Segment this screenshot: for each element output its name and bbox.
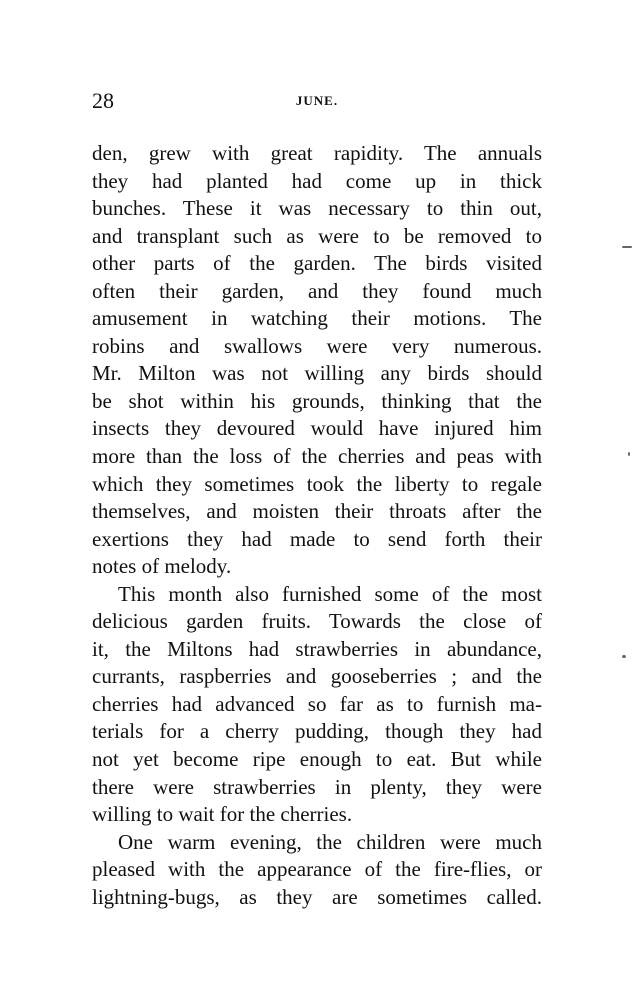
text-line: bunches. These it was necessary to thin out, — [92, 196, 542, 221]
text-line: more than the loss of the cherries and peas with — [92, 444, 542, 469]
text-line: often their garden, and they found much — [92, 278, 542, 303]
text-line: not yet become ripe enough to eat. But while — [92, 747, 542, 772]
text-line: be shot within his grounds, thinking that the — [92, 388, 542, 413]
text-line: One warm evening, the children were much — [118, 829, 542, 854]
text-line: currants, raspberries and gooseberries ; and the — [92, 664, 542, 689]
text-line: willing to wait for the cherries. — [92, 802, 353, 827]
scan-speck — [622, 655, 626, 658]
text-line: This month also furnished some of the most — [118, 581, 542, 606]
text-line: exertions they had made to send forth their — [92, 526, 542, 551]
text-line: cherries had advanced so far as to furnish ma- — [92, 691, 542, 716]
body-text — [92, 140, 542, 911]
text-line: pleased with the appearance of the fire-flies, or — [92, 857, 542, 882]
text-line: and transplant such as were to be removed to — [92, 223, 542, 248]
text-line: Mr. Milton was not willing any birds should — [92, 361, 542, 386]
text-line: robins and swallows were very numerous. — [92, 333, 542, 358]
text-line: there were strawberries in plenty, they were — [92, 774, 542, 799]
running-head: JUNE. — [295, 93, 339, 108]
paragraph — [92, 581, 542, 829]
scan-speck — [628, 452, 630, 456]
text-line: it, the Miltons had strawberries in abundance, — [92, 636, 542, 661]
text-line: themselves, and moisten their throats after the — [92, 499, 542, 524]
text-line: amusement in watching their motions. The — [92, 306, 542, 331]
paragraph — [92, 829, 542, 912]
text-line: they had planted had come up in thick — [92, 168, 542, 193]
page-header — [92, 88, 542, 114]
text-line: other parts of the garden. The birds visited — [92, 251, 542, 276]
text-line: insects they devoured would have injured him — [92, 416, 542, 441]
text-line: lightning-bugs, as they are sometimes called. — [92, 884, 542, 909]
text-line: den, grew with great rapidity. The annuals — [92, 141, 542, 165]
text-line: delicious garden fruits. Towards the close of — [92, 609, 542, 634]
text-line: notes of melody. — [92, 554, 232, 579]
text-line: terials for a cherry pudding, though they had — [92, 719, 542, 744]
page-number: 28 — [92, 88, 114, 113]
scan-speck — [622, 246, 632, 248]
paragraph — [92, 140, 542, 581]
text-line: which they sometimes took the liberty to regale — [92, 471, 542, 496]
